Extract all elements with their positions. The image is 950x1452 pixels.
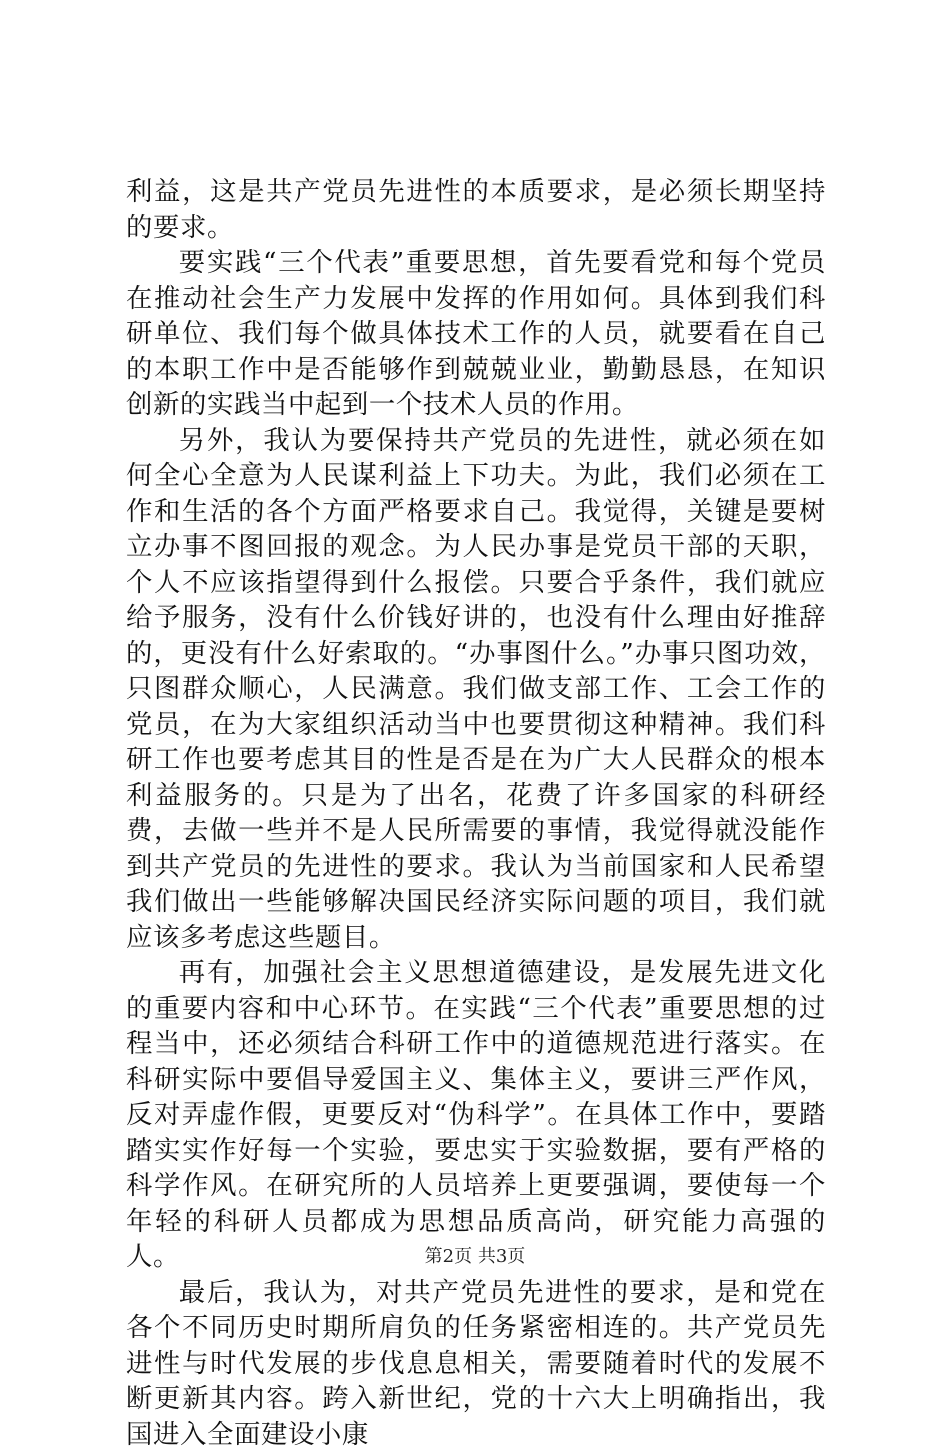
paragraph-5: 最后，我认为，对共产党员先进性的要求，是和党在各个不同历史时期所肩负的任务紧密相连的。共产党员先进性与时代发展的步伐息息相关，需要随着时代的发展不断更新其内容。跨入新世纪，党的十六大上明确指出，我国进入全面建设小康 bbox=[126, 1275, 826, 1452]
page-number-footer: 第2页 共3页 bbox=[0, 1245, 950, 1269]
paragraph-2: 要实践“三个代表”重要思想，首先要看党和每个党员在推动社会生产力发展中发挥的作用如何。具体到我们科研单位、我们每个做具体技术工作的人员，就要看在自己的本职工作中是否能够作到兢兢业业，勤勤恳恳，在知识创新的实践当中起到一个技术人员的作用。 bbox=[126, 245, 826, 423]
paragraph-4: 再有，加强社会主义思想道德建设，是发展先进文化的重要内容和中心环节。在实践“三个代表”重要思想的过程当中，还必须结合科研工作中的道德规范进行落实。在科研实际中要倡导爱国主义、集体主义，要讲三严作风，反对弄虚作假，更要反对“伪科学”。在具体工作中，要踏踏实实作好每一个实验，要忠实于实验数据，要有严格的科学作风。在研究所的人员培养上更要强调，要使每一个年轻的科研人员都成为思想品质高尚，研究能力高强的人。 bbox=[126, 955, 826, 1275]
paragraph-1: 利益，这是共产党员先进性的本质要求，是必须长期坚持的要求。 bbox=[126, 174, 826, 245]
paragraph-3: 另外，我认为要保持共产党员的先进性，就必须在如何全心全意为人民谋利益上下功夫。为此，我们必须在工作和生活的各个方面严格要求自己。我觉得，关键是要树立办事不图回报的观念。为人民办事是党员干部的天职，个人不应该指望得到什么报偿。只要合乎条件，我们就应给予服务，没有什么价钱好讲的，也没有什么理由好推辞的，更没有什么好索取的。“办事图什么。”办事只图功效，只图群众顺心，人民满意。我们做支部工作、工会工作的党员，在为大家组织活动当中也要贯彻这种精神。我们科研工作也要考虑其目的性是否是在为广大人民群众的根本利益服务的。只是为了出名，花费了许多国家的科研经费，去做一些并不是人民所需要的事情，我觉得就没能作到共产党员的先进性的要求。我认为当前国家和人民希望我们做出一些能够解决国民经济实际问题的项目，我们就应该多考虑这些题目。 bbox=[126, 423, 826, 956]
